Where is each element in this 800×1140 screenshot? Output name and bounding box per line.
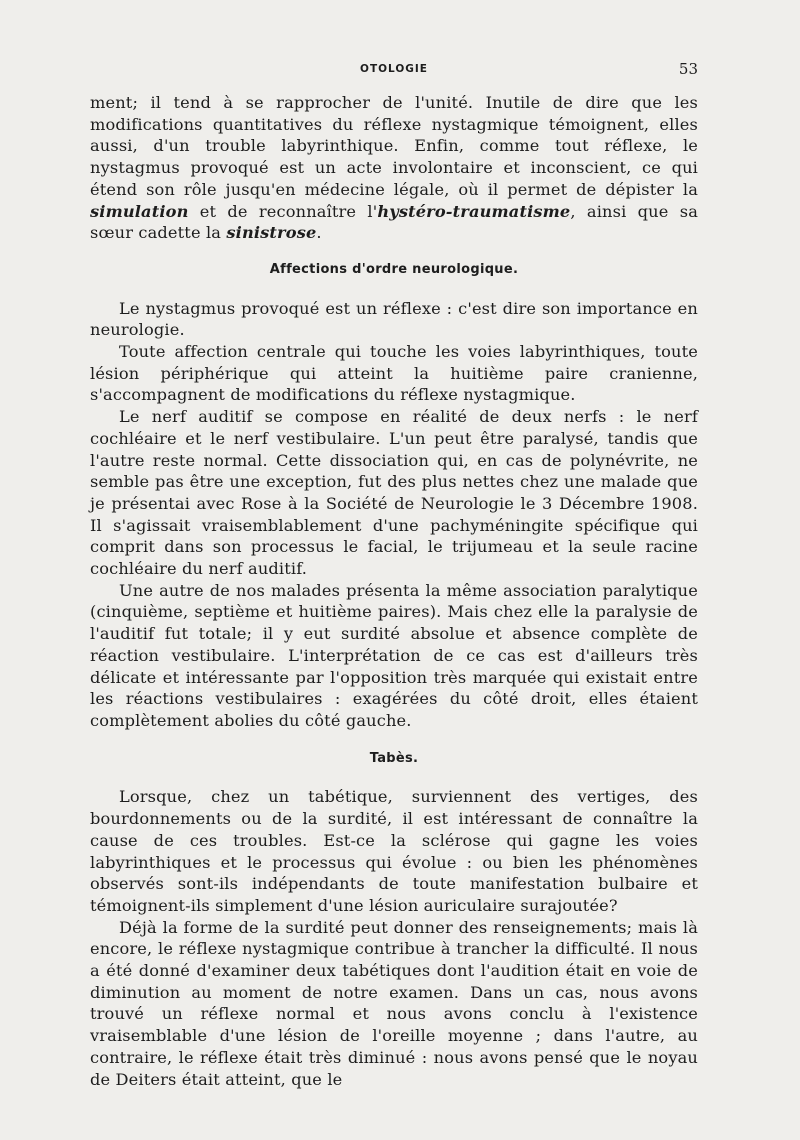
paragraph-4: Le nerf auditif se compose en réalité de deux nerfs : le nerf cochléaire et le nerf vestibulaire. L'un peut être paralysé, tandis que l'autre reste normal. Cette dissociation qui, en cas de polynévrite, ne semble pas être une exception, fut des plus nettes chez une malade que je présentai avec Rose à la Société de Neurologie le 3 Décembre 1908. Il s'agissait vraisemblablement d'une pachyméningite spécifique qui comprit dans son processus le facial, le trijumeau et la seule racine cochléaire du nerf auditif. xyxy=(90,407,698,579)
italic-hystero-traumatisme: hystéro-traumatisme xyxy=(377,201,571,221)
paragraph-6: Lorsque, chez un tabétique, surviennent des vertiges, des bourdonnements ou de la surdité, il est intéressant de connaître la cause de ces troubles. Est-ce la sclérose qui gagne les voies labyrinthiques et le processus qui évolue : ou bien les phénomènes observés sont-ils indépendants de toute manifestation bulbaire et témoignent-ils simplement d'une lésion auriculaire surajoutée? xyxy=(90,787,698,915)
paragraph-1-text-c: l' xyxy=(367,201,378,221)
italic-sinistrose: sinistrose xyxy=(226,223,317,243)
paragraph-1-text-b: et de reconnaître xyxy=(188,201,368,221)
paragraph-1 xyxy=(90,92,698,244)
paragraph-5: Une autre de nos malades présenta la même association paralytique (cinquième, septième et huitième paires). Mais chez elle la paralysie de l'auditif fut totale; il y eut surdité absolue et absence complète de réaction vestibulaire. L'interprétation de ce cas est d'ailleurs très délicate et intéressante par l'opposition très marquée qui existait entre les réactions vestibulaires : exagérées du côté droit, elles étaient complètement abolies du côté gauche. xyxy=(90,580,698,730)
paragraph-2: Le nystagmus provoqué est un réflexe : c'est dire son importance en neurologie. xyxy=(90,298,698,340)
heading-tabes: Tabès. xyxy=(369,750,419,766)
page-header xyxy=(90,60,698,82)
paragraph-1-text-e: . xyxy=(316,223,322,243)
paragraph-3: Toute affection centrale qui touche les voies labyrinthiques, toute lésion périphérique qui atteint la huitième paire cranienne, s'accompagnent de modifications du réflexe nystagmique. xyxy=(90,342,698,405)
page-number: 53 xyxy=(678,60,698,78)
paragraph-1-text-d: , ainsi que sa sœur cadette la xyxy=(90,201,698,243)
paragraph-7: Déjà la forme de la surdité peut donner des renseignements; mais là encore, le réflexe nystagmique contribue à trancher la difficulté. Il nous a été donné d'examiner deux tabétiques dont l'audition était en voie de diminution au moment de notre examen. Dans un cas, nous avons trouvé un réflexe normal et nous avons conclu à l'existence vraisemblable d'une lésion de l'oreille moyenne ; dans l'autre, au contraire, le réflexe était très diminué : nous avons pensé que le noyau de Deiters était atteint, que le xyxy=(90,917,698,1089)
italic-simulation: simulation xyxy=(90,201,189,221)
page-body xyxy=(90,92,698,1090)
heading-affections-neurologiques: Affections d'ordre neurologique. xyxy=(269,261,519,277)
running-title: OTOLOGIE xyxy=(360,63,428,75)
paragraph-1-text-a: ment; il tend à se rapprocher de l'unité. Inutile de dire que les modifications quantitatives du réflexe nystagmique témoignent, elles aussi, d'un trouble labyrinthique. Enfin, comme tout réflexe, le nystagmus provoqué est un acte involontaire et inconscient, ce qui étend son rôle jusqu'en médecine légale, où il permet de dépister la xyxy=(90,93,698,199)
